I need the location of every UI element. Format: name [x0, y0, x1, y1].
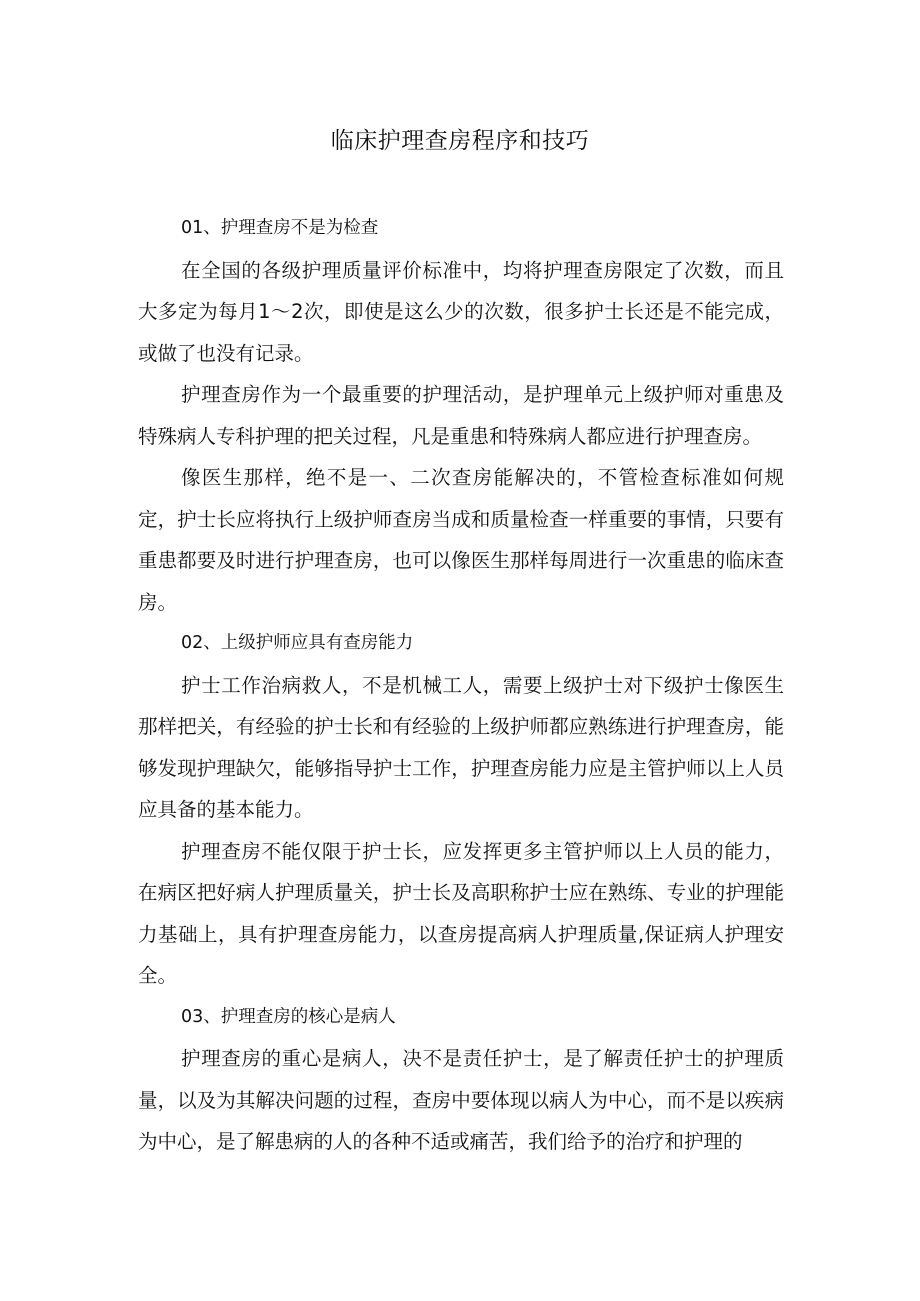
section-02: [138, 623, 784, 997]
paragraph: 护理查房的重心是病人，决不是责任护士，是了解责任护士的护理质量，以及为其解决问题的过程，查房中要体现以病人为中心，而不是以疾病为中心，是了解患病的人的各种不适或痛苦，我们给予的治疗和护理的: [138, 1047, 784, 1153]
paragraph: 护士工作治病救人，不是机械工人，需要上级护士对下级护士像医生那样把关，有经验的护士长和有经验的上级护师都应熟练进行护理查房，能够发现护理缺欠，能够指导护士工作，护理查房能力应是主管护师以上人员应具备的基本能力。: [138, 673, 784, 821]
paragraph: 像医生那样，绝不是一、二次查房能解决的，不管检查标准如何规定，护士长应将执行上级护师查房当成和质量检查一样重要的事情，只要有重患都要及时进行护理查房，也可以像医生那样每周进行一次重患的临床查房。: [138, 466, 784, 614]
section-01: [138, 208, 784, 623]
section-heading: 03、护理查房的核心是病人: [181, 1006, 396, 1027]
document-title: 临床护理查房程序和技巧: [330, 128, 590, 154]
paragraph: 护理查房不能仅限于护士长，应发挥更多主管护师以上人员的能力，在病区把好病人护理质量关，护士长及高职称护士应在熟练、专业的护理能力基础上，具有护理查房能力，以查房提高病人护理质量,保证病人护理安全。: [138, 839, 784, 987]
section-heading: 02、上级护师应具有查房能力: [181, 633, 414, 653]
paragraph: 在全国的各级护理质量评价标准中，均将护理查房限定了次数，而且大多定为每月1～2次，即使是这么少的次数，很多护士长还是不能完成，或做了也没有记录。: [138, 258, 784, 365]
section-03: [138, 997, 784, 1163]
document-body: [138, 208, 784, 1163]
section-heading: 01、护理查房不是为检查: [181, 218, 379, 238]
paragraph: 护理查房作为一个最重要的护理活动，是护理单元上级护师对重患及特殊病人专科护理的把关过程，凡是重患和特殊病人都应进行护理查房。: [138, 383, 784, 448]
